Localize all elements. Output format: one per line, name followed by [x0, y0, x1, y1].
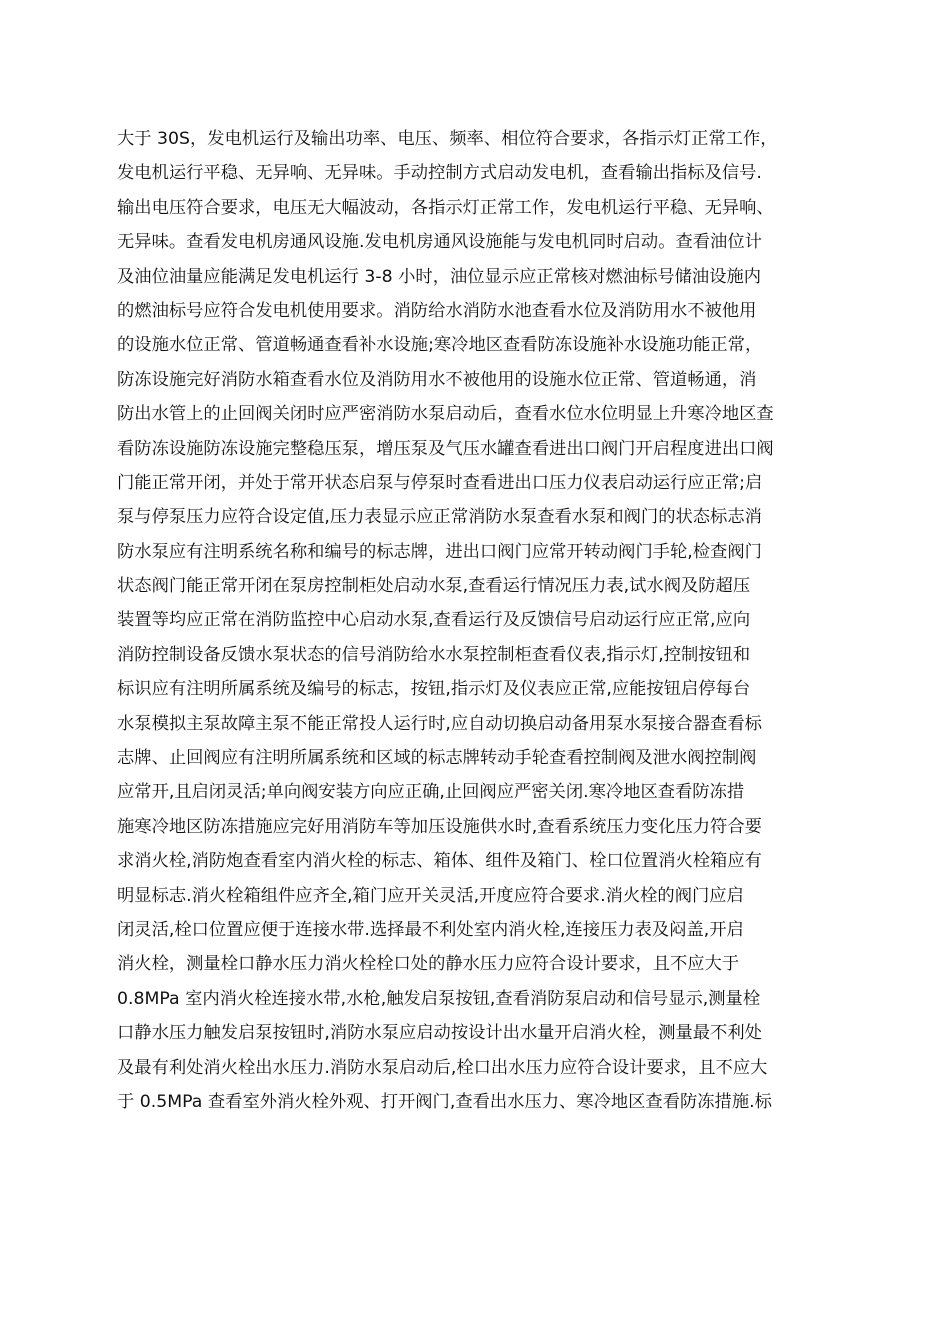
text-line: 的设施水位正常、管道畅通查看补水设施;寒冷地区查看防冻设施补水设施功能正常，: [117, 335, 763, 356]
text-line: 门能正常开闭，并处于常开状态启泵与停泵时查看进出口压力仪表启动运行应正常;启: [117, 472, 763, 493]
text-line: 水泵模拟主泵故障主泵不能正常投人运行时,应自动切换启动备用泵水泵接合器查看标: [117, 713, 762, 734]
text-line: 防冻设施完好消防水箱查看水位及消防用水不被他用的设施水位正常、管道畅通，消: [117, 369, 757, 390]
text-line: 防出水管上的止回阀关闭时应严密消防水泵启动后，查看水位水位明显上升寒冷地区查: [117, 404, 774, 425]
text-line: 消火栓，测量栓口静水压力消火栓栓口处的静水压力应符合设计要求，且不应大于: [117, 954, 740, 975]
text-line: 施寒冷地区防冻措施应完好用消防车等加压设施供水时,查看系统压力变化压力符合要: [117, 816, 762, 837]
body-text: [117, 122, 837, 1119]
text-line: 防水泵应有注明系统名称和编号的标志牌，进出口阀门应常开转动阀门手轮,检查阀门: [117, 541, 762, 562]
text-line: 口静水压力触发启泵按钮时,消防水泵应启动按设计出水量开启消火栓，测量最不利处: [117, 1023, 762, 1044]
text-line: 及油位油量应能满足发电机运行 3-8 小时，油位显示应正常核对燃油标号储油设施内: [117, 266, 762, 287]
text-line: 应常开,且启闭灵活;单向阀安装方向应正确,止回阀应严密关闭.寒冷地区查看防冻措: [117, 782, 745, 803]
text-line: 的燃油标号应符合发电机使用要求。消防给水消防水池查看水位及消防用水不被他用: [117, 300, 757, 321]
text-line: 及最有利处消火栓出水压力.消防水泵启动后,栓口出水压力应符合设计要求，且不应大: [117, 1057, 768, 1078]
text-line: 0.8MPa 室内消火栓连接水带,水枪,触发启泵按钮,查看消防泵启动和信号显示,测量栓: [117, 988, 761, 1009]
text-line: 状态阀门能正常开闭在泵房控制柜处启动水泵,查看运行情况压力表,试水阀及防超压: [117, 576, 751, 597]
text-line: 明显标志.消火栓箱组件应齐全,箱门应开关灵活,开度应符合要求.消火栓的阀门应启: [117, 885, 744, 906]
text-line: 无异味。查看发电机房通风设施.发电机房通风设施能与发电机同时启动。查看油位计: [117, 232, 762, 253]
text-line: 闭灵活,栓口位置应便于连接水带.选择最不利处室内消火栓,连接压力表及闷盖,开启: [117, 919, 744, 940]
text-line: 大于 30S，发电机运行及输出功率、电压、频率、相位符合要求，各指示灯正常工作，: [117, 129, 778, 149]
text-line: 输出电压符合要求，电压无大幅波动，各指示灯正常工作，发电机运行平稳、无异响、: [117, 197, 774, 218]
text-line: 泵与停泵压力应符合设定值,压力表显示应正常消防水泵查看水泵和阀门的状态标志消: [117, 507, 762, 528]
text-line: 看防冻设施防冻设施完整稳压泵，增压泵及气压水罐查看进出口阀门开启程度进出口阀: [117, 438, 774, 459]
text-line: 消防控制设备反馈水泵状态的信号消防给水水泵控制柜查看仪表,指示灯,控制按钮和: [117, 644, 751, 665]
text-line: 志牌、止回阀应有注明所属系统和区域的标志牌转动手轮查看控制阀及泄水阀控制阀: [117, 748, 757, 769]
text-line: 标识应有注明所属系统及编号的标志，按钮,指示灯及仪表应正常,应能按钮启停每台: [117, 679, 751, 700]
text-line: 于 0.5MPa 查看室外消火栓外观、打开阀门,查看出水压力、寒冷地区查看防冻措施.标: [117, 1091, 772, 1112]
text-line: 装置等均应正常在消防监控中心启动水泵,查看运行及反馈信号启动运行应正常,应向: [117, 610, 751, 631]
text-line: 发电机运行平稳、无异响、无异味。手动控制方式启动发电机，查看输出指标及信号.: [117, 163, 762, 184]
text-line: 求消火栓,消防炮查看室内消火栓的标志、箱体、组件及箱门、栓口位置消火栓箱应有: [117, 851, 762, 872]
